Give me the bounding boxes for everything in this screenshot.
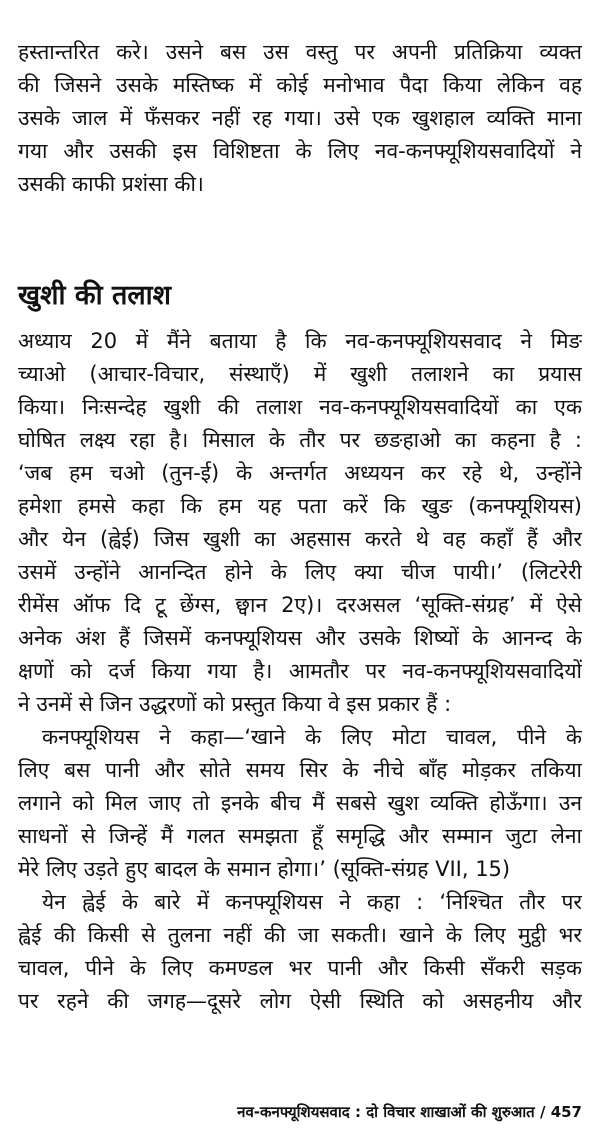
running-title: नव-कनफ्यूशियसवाद : दो विचार शाखाओं की शुरुआत — [237, 1103, 535, 1121]
text-line: की जिसने उसके मस्तिष्क में कोई मनोभाव पैदा किया लेकिन वह — [18, 73, 582, 97]
text-line: गया और उसकी इस विशिष्टता के लिए नव-कनफ्यूशियसवादियों ने — [18, 139, 582, 163]
page-footer — [237, 1101, 582, 1123]
paragraph-1 — [18, 36, 582, 201]
paragraph-4 — [18, 886, 582, 1018]
text-line: चावल, पीने के लिए कमण्डल भर पानी और किसी सँकरी सड़क — [18, 956, 582, 980]
text-line: कनफ्यूशियस ने कहा—‘खाने के लिए मोटा चावल, पीने के — [42, 725, 582, 749]
text-line: ‘जब हम चओ (तुन-ई) के अन्तर्गत अध्ययन कर रहे थे, उन्होंने — [18, 461, 582, 485]
text-line: क्षणों को दर्ज किया गया है। आमतौर पर नव-कनफ्यूशियसवादियों — [18, 659, 582, 683]
text-line: उसकी काफी प्रशंसा की। — [18, 172, 204, 196]
text-line: किया। निःसन्देह खुशी की तलाश नव-कनफ्यूशियसवादियों का एक — [18, 395, 582, 419]
text-line: उसके जाल में फँसकर नहीं रह गया। उसे एक खुशहाल व्यक्ति माना — [18, 106, 582, 130]
page-number: 457 — [550, 1103, 582, 1121]
text-line: लिए बस पानी और सोते समय सिर के नीचे बाँह मोड़कर तकिया — [18, 758, 582, 782]
text-line: अध्याय 20 में मैंने बताया है कि नव-कनफ्यूशियसवाद ने मिङ — [18, 329, 582, 353]
text-line: लगाने को मिल जाए तो इनके बीच मैं सबसे खुश व्यक्ति होऊँगा। उन — [18, 791, 582, 815]
body-text — [18, 325, 582, 1018]
text-line: ह्वेई की किसी से तुलना नहीं की जा सकती। खाने के लिए मुट्ठी भर — [18, 923, 582, 947]
text-line: ने उनमें से जिन उद्धरणों को प्रस्तुत किया वे इस प्रकार हैं : — [18, 692, 452, 716]
text-line: साधनों से जिन्हें मैं गलत समझता हूँ समृद्धि और सम्मान जुटा लेना — [18, 824, 582, 848]
text-line: और येन (ह्वेई) जिस खुशी का अहसास करते थे वह कहाँ हैं और — [18, 527, 582, 551]
text-line: हस्तान्तरित करे। उसने बस उस वस्तु पर अपनी प्रतिक्रिया व्यक्त — [18, 40, 582, 64]
text-line: उसमें उन्होंने आनन्दित होने के लिए क्या चीज पायी।’ (लिटरेरी — [18, 560, 582, 584]
text-line: घोषित लक्ष्य रहा है। मिसाल के तौर पर छङहाओ का कहना है : — [18, 428, 582, 452]
text-line: रीमेंस ऑफ दि टू छेंग्स, छ्वान 2ए)। दरअसल ‘सूक्ति-संग्रह’ में ऐसे — [18, 593, 582, 617]
text-line: पर रहने की जगह—दूसरे लोग ऐसी स्थिति को असहनीय और — [18, 989, 582, 1013]
text-line: हमेशा हमसे कहा कि हम यह पता करें कि खुङ (कनफ्यूशियस) — [18, 494, 582, 518]
paragraph-3 — [18, 721, 582, 886]
text-line: च्याओ (आचार-विचार, संस्थाएँ) में खुशी तलाशने का प्रयास — [18, 362, 582, 386]
paragraph-2 — [18, 325, 582, 721]
text-line: येन ह्वेई के बारे में कनफ्यूशियस ने कहा : ‘निश्चित तौर पर — [42, 890, 582, 914]
text-line: मेरे लिए उड़ते हुए बादल के समान होगा।’ (सूक्ति-संग्रह VII, 15) — [18, 857, 511, 881]
footer-separator: / — [539, 1103, 546, 1121]
text-line: अनेक अंश हैं जिसमें कनफ्यूशियस और उसके शिष्यों के आनन्द के — [18, 626, 582, 650]
section-heading: खुशी की तलाश — [18, 280, 172, 311]
